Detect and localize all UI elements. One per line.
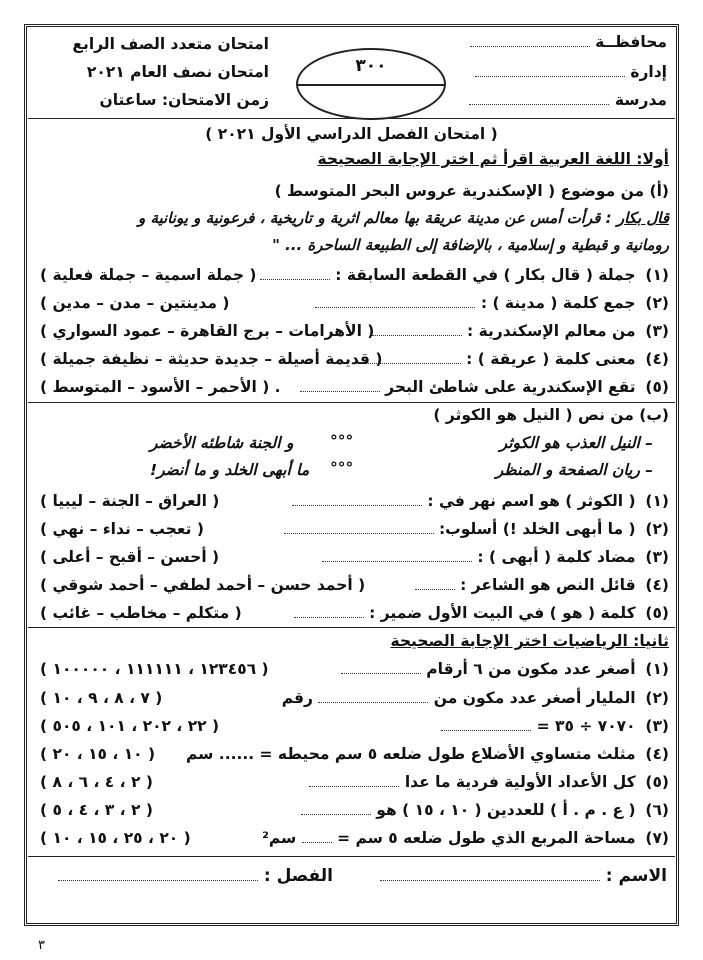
question-row: (٤) مثلث متساوي الأضلاع طول ضلعه ٥ سم محيطه = ...... سم bbox=[186, 745, 669, 763]
answer-options: ( متكلم – مخاطب – غائب ) bbox=[40, 604, 242, 622]
poem-separator: °°° bbox=[330, 432, 354, 450]
score-oval bbox=[296, 48, 446, 120]
divider bbox=[28, 118, 675, 119]
arabic-heading: أولا: اللغة العربية اقرأ ثم اختر الإجابة الصحيحة bbox=[317, 150, 669, 168]
divider bbox=[28, 627, 675, 628]
poem-line: ما أبهى الخلد و ما أنضر! bbox=[150, 461, 310, 479]
question-row: (١) جملة ( قال بكار ) في القطعة السابقة : bbox=[260, 265, 669, 285]
question-row: (٢) ( ما أبهى الخلد !) أسلوب: bbox=[284, 519, 669, 539]
school-label: مدرسة bbox=[469, 90, 667, 110]
answer-options: ( جملة اسمية – جملة فعلية ) bbox=[40, 266, 257, 284]
poem-line: – ريان الصفحة و المنظر bbox=[495, 461, 653, 479]
passage-line-1: قال بكار : قرأت أمس عن مدينة عريقة بها معالم اثرية و تاريخية ، فرعونية و يونانية و bbox=[138, 209, 669, 227]
math-heading: ثانيا: الرياضيات اختر الإجابة الصحيحة bbox=[390, 632, 669, 650]
question-row: (٥) تقع الإسكندرية على شاطئ البحر bbox=[300, 377, 669, 397]
answer-options: ( ٢ ، ٣ ، ٤ ، ٥ ) bbox=[40, 801, 153, 819]
exam-title: ( امتحان الفصل الدراسي الأول ٢٠٢١ ) bbox=[205, 125, 498, 143]
question-row: (٤) معنى كلمة ( عريقة ) : bbox=[361, 349, 669, 369]
answer-options: ( ١٢٣٤٥٦ ، ١١١١١١ ، ١٠٠٠٠٠ ) bbox=[40, 660, 269, 678]
divider bbox=[28, 856, 675, 857]
answer-options: ( العراق – الجنة – ليبيا ) bbox=[40, 492, 220, 510]
part-b-heading: (ب) من نص ( النيل هو الكوثر ) bbox=[433, 406, 669, 424]
answer-options: ( أحسن – أقبح – أعلى ) bbox=[40, 548, 220, 566]
question-row: (٣) مضاد كلمة ( أبهى ) : bbox=[322, 547, 669, 567]
poem-separator: °°° bbox=[330, 459, 354, 477]
poem-line: و الجنة شاطئه الأخضر bbox=[150, 434, 294, 452]
governorate-label: محافظــة bbox=[470, 32, 667, 52]
answer-options: ( الأهرامات – برج القاهرة – عمود السواري ) bbox=[40, 322, 375, 340]
exam-term: امتحان نصف العام ٢٠٢١ bbox=[86, 63, 269, 81]
question-row: (١) ( الكوثر ) هو اسم نهر في : bbox=[292, 491, 669, 511]
question-row: (٥) كل الأعداد الأولية فردية ما عدا bbox=[309, 772, 669, 792]
question-row: (١) أصغر عدد مكون من ٦ أرقام bbox=[341, 659, 669, 679]
question-row: (٣) ٧٠٧٠ ÷ ٣٥ = bbox=[441, 716, 669, 736]
answer-options: ( مدينتين – مدن – مدين ) bbox=[40, 294, 230, 312]
administration-label: إدارة bbox=[475, 62, 667, 82]
answer-options: ( ٧ ، ٨ ، ٩ ، ١٠ ) bbox=[40, 689, 163, 707]
part-a-heading: (أ) من موضوع ( الإسكندرية عروس البحر المتوسط ) bbox=[274, 182, 669, 200]
answer-options: ( ٢٢ ، ٢٠٢ ، ١٠١ ، ٥٠٥ ) bbox=[40, 717, 220, 735]
question-row: (٢) جمع كلمة ( مدينة ) : bbox=[315, 293, 669, 313]
question-row: (٢) المليار أصغر عدد مكون من رقم bbox=[281, 689, 669, 707]
passage-line-2: رومانية و قبطية و إسلامية ، بالإضافة إلى الطبيعة الساحرة ... " bbox=[272, 236, 669, 254]
answer-options: . ( الأحمر – الأسود – المتوسط ) bbox=[40, 378, 281, 396]
answer-options: ( تعجب – نداء – نهي ) bbox=[40, 520, 204, 538]
answer-options: ( ١٠ ، ١٥ ، ٢٠ ) bbox=[40, 745, 156, 763]
poem-line: – النيل العذب هو الكوثر bbox=[499, 434, 653, 452]
total-score: ٣٠٠ bbox=[355, 56, 387, 76]
answer-options: ( ٢٠ ، ٢٥ ، ١٥ ، ١٠ ) bbox=[40, 829, 191, 847]
answer-options: ( أحمد حسن – أحمد لطفي – أحمد شوقي ) bbox=[40, 576, 366, 594]
divider bbox=[28, 402, 675, 403]
question-row: (٥) كلمة ( هو ) في البيت الأول ضمير : bbox=[294, 603, 669, 623]
exam-time: زمن الامتحان: ساعتان bbox=[99, 91, 269, 109]
question-row: (٣) من معالم الإسكندرية : bbox=[372, 321, 669, 341]
question-row: (٦) ( ع . م . أ ) للعددين ( ١٠ ، ١٥ ) هو bbox=[301, 800, 669, 820]
exam-grade: امتحان متعدد الصف الرابع bbox=[72, 35, 269, 53]
question-row: (٧) مساحة المربع الذي طول ضلعه ٥ سم = سم² bbox=[262, 829, 669, 847]
question-row: (٤) قائل النص هو الشاعر : bbox=[415, 575, 669, 595]
class-field[interactable]: الفصل : bbox=[58, 866, 333, 886]
answer-options: ( قديمة أصيلة – جديدة حديثة – نظيفة جميلة ) bbox=[40, 350, 383, 368]
answer-options: ( ٢ ، ٤ ، ٦ ، ٨ ) bbox=[40, 773, 153, 791]
page-number: ٣ bbox=[38, 938, 45, 953]
student-name-field[interactable]: الاسم : bbox=[380, 866, 667, 886]
